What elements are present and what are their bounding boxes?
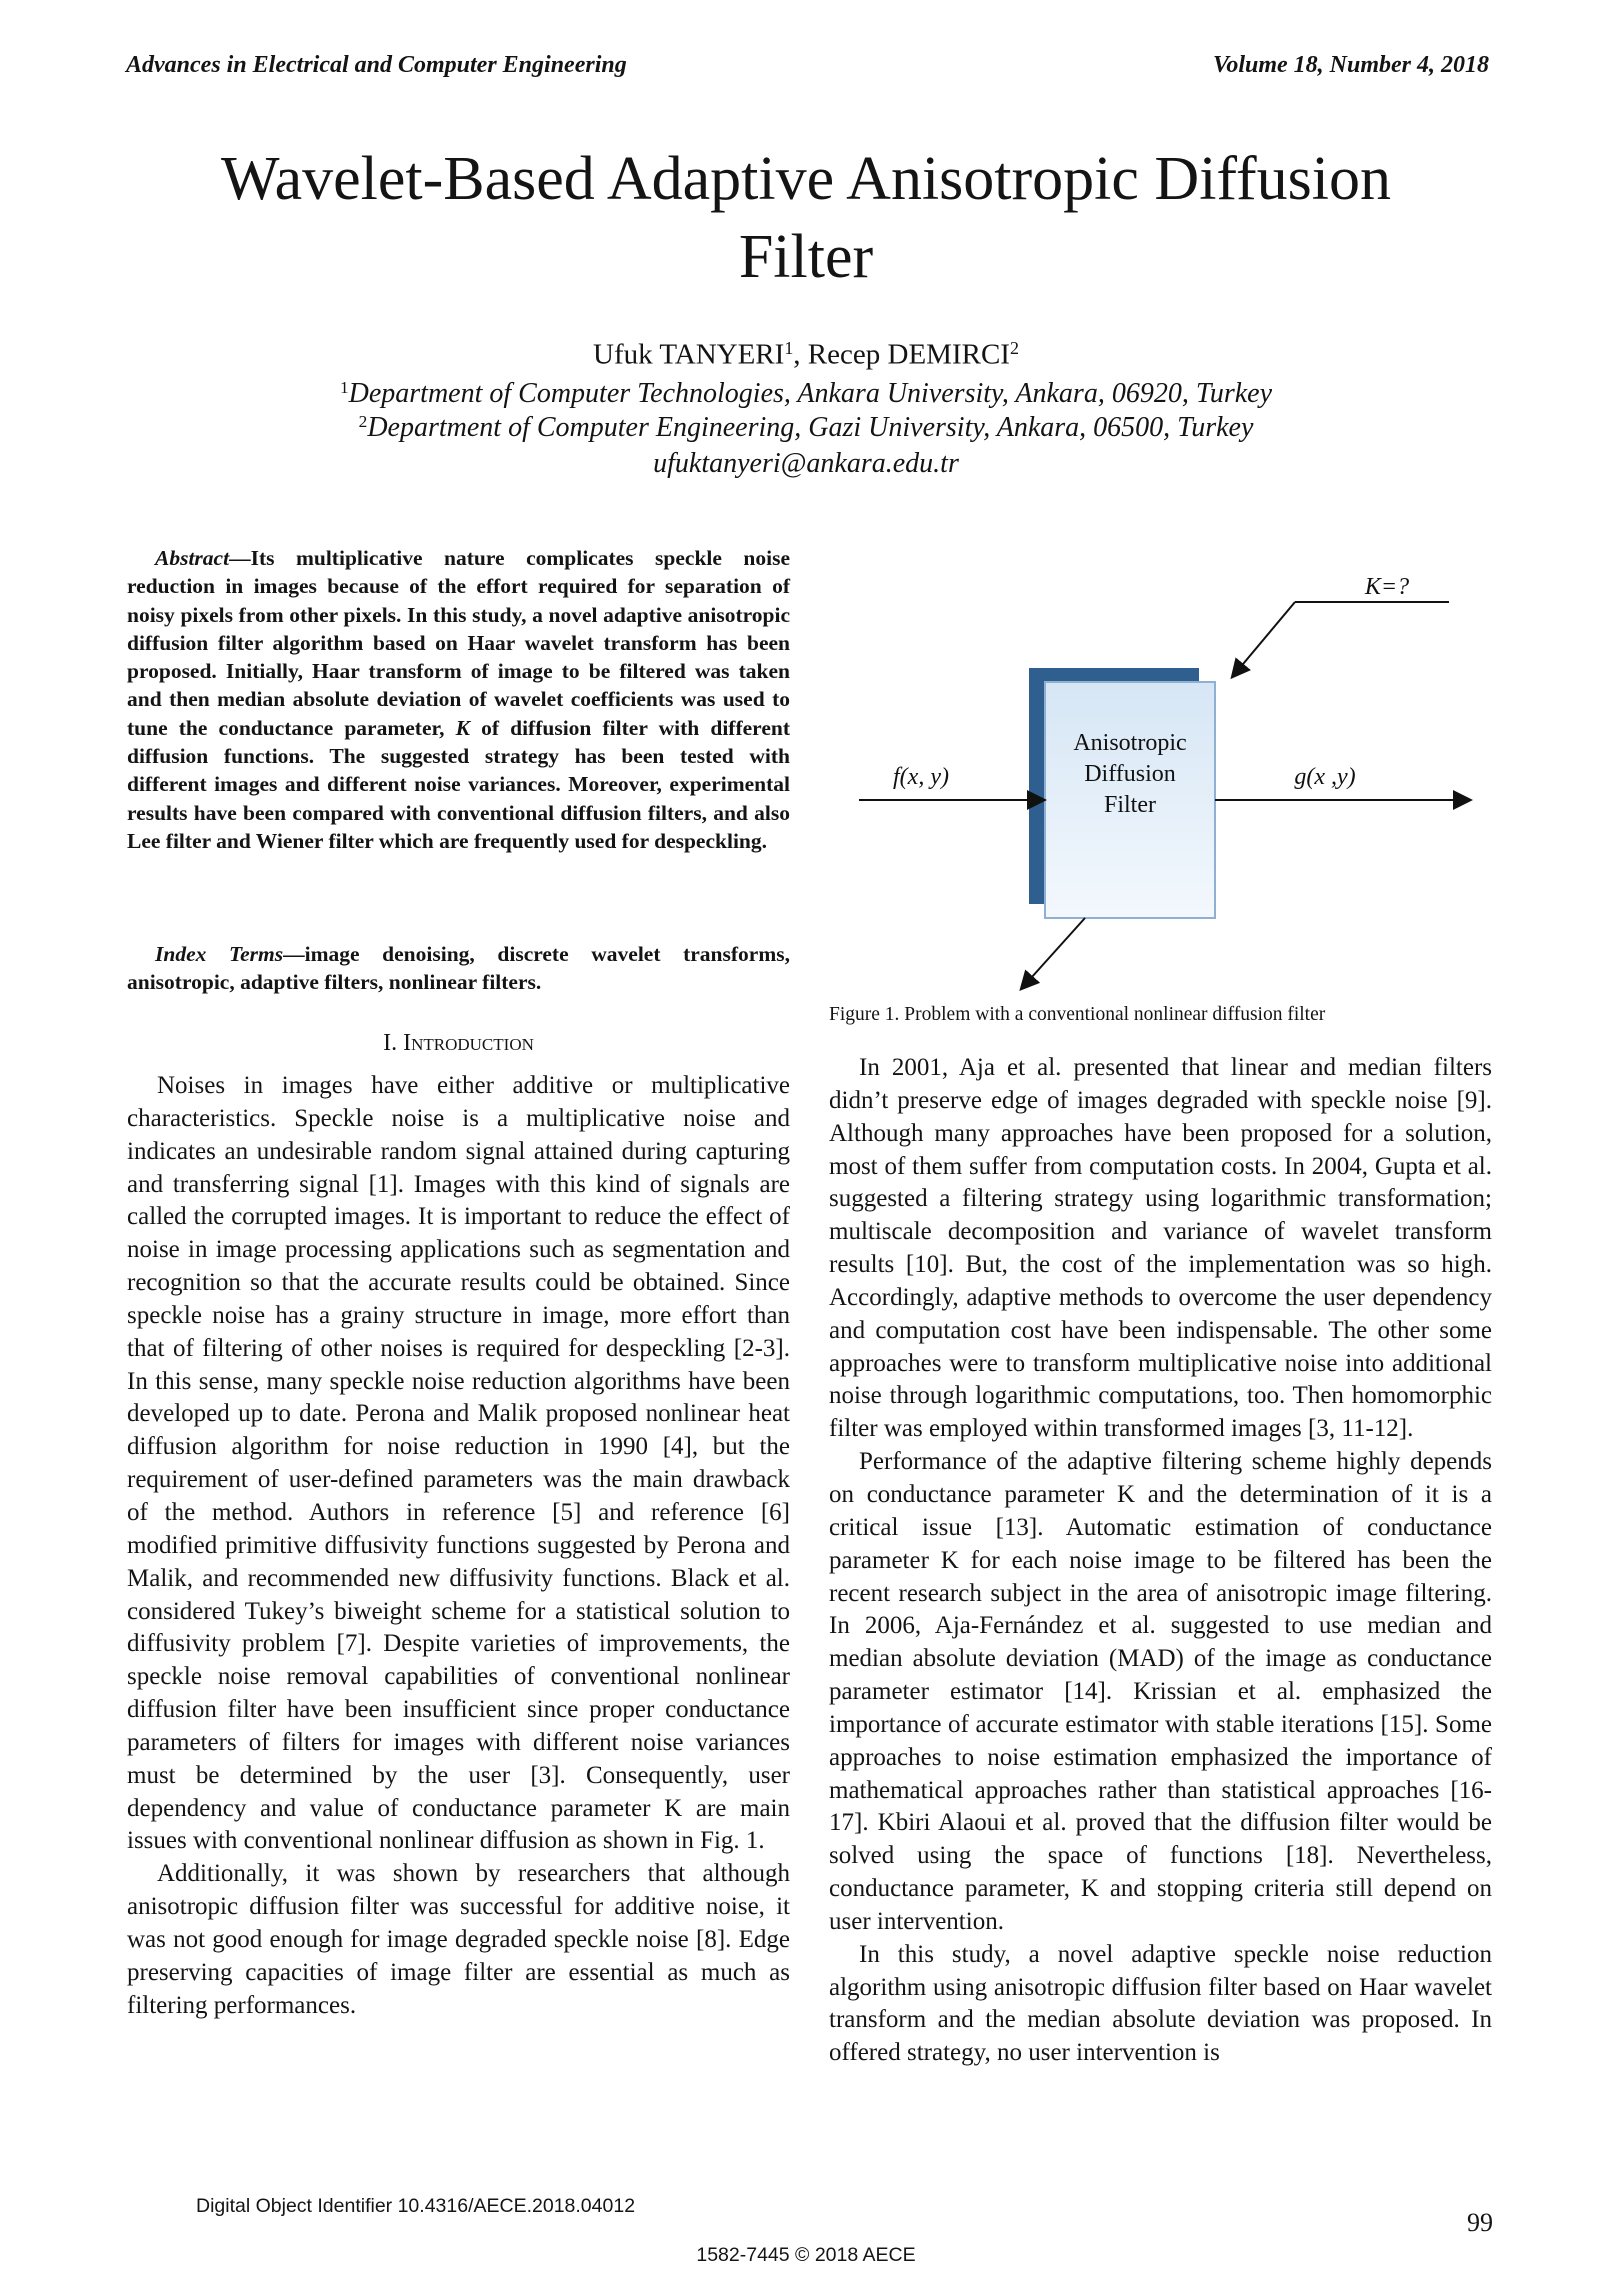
figure-diagram bbox=[829, 560, 1489, 1000]
volume-info: Volume 18, Number 4, 2018 bbox=[1212, 52, 1489, 78]
paragraph: In 2001, Aja et al. presented that linear and median filters didn’t preserve edge of images degraded with speckle noise [9]. Although many approaches have been proposed for a solution, most of them suffer from computation costs. In 2004, Gupta et al. suggested a filtering strategy using logarithmic transformation; multiscale decomposition and variance of wavelet transform results [10]. But, the cost of the implementation was so high. Accordingly, adaptive methods to overcome the user dependency and computation cost have been indispensable. The other some approaches were to transform multiplicative noise into additional noise through logarithmic computations, too. Then homomorphic filter was employed within transformed images [3, 11-12]. bbox=[829, 1054, 1492, 1443]
output-signal-label: g(x ,y) bbox=[1294, 764, 1356, 790]
right-column bbox=[829, 1052, 1492, 2070]
abstract-text: Its multiplicative nature complicates speckle noise reduction in images because of the effort required for separation of noisy pixels from other pixels. In this study, a novel adaptive anisotropic diffusion filter algorithm based on Haar wavelet transform has been proposed. Initially, Haar transform of image to be filtered was taken and then median absolute deviation of wavelet coefficients was used to tune the conductance parameter, bbox=[127, 546, 790, 740]
author-superscript: 1 bbox=[784, 338, 794, 358]
abstract-dash: — bbox=[229, 546, 251, 570]
paragraph: Performance of the adaptive filtering scheme highly depends on conductance parameter K and the determination of it is a critical issue [13]. Automatic estimation of conductance parameter K for each noise image to be filtered has been the recent research subject in the area of anisotropic image filtering. In 2006, Aja-Fernández et al. suggested to use median and median absolute deviation (MAD) of the image as conductance parameter estimator [14]. Krissian et al. emphasized the importance of accurate estimator with stable iterations [15]. Some approaches to noise estimation emphasized the importance of mathematical approaches rather than statistical approaches [16-17]. Kbiri Alaoui et al. proved that the diffusion filter would be solved using the space of functions [18]. Nevertheless, conductance parameter, K and stopping criteria still depend on user intervention. bbox=[829, 1448, 1492, 1935]
journal-name: Advances in Electrical and Computer Engineering bbox=[126, 52, 627, 78]
section-title: Introduction bbox=[403, 1030, 534, 1056]
author-email[interactable]: ufuktanyeri@ankara.edu.tr bbox=[653, 448, 959, 479]
left-column bbox=[127, 1070, 790, 2022]
page-number: 99 bbox=[1467, 2208, 1493, 2237]
section-number: I. bbox=[383, 1030, 398, 1056]
author-name: Ufuk TANYERI bbox=[593, 338, 785, 371]
abstract-text-continued: of diffusion filter with different diffusion functions. The suggested strategy has been tested with different images and different noise variances. Moreover, experimental results have been compared with conventional diffusion filters, and also Lee filter and Wiener filter which are frequently used for despeckling. bbox=[127, 715, 790, 853]
abstract-label: Abstract bbox=[155, 546, 230, 570]
author-name: Recep DEMIRCI bbox=[807, 338, 1010, 371]
input-signal-label: f(x, y) bbox=[893, 764, 949, 790]
abstract bbox=[127, 544, 790, 855]
author-separator: , bbox=[793, 338, 808, 371]
paragraph: Additionally, it was shown by researchers that although anisotropic diffusion filter was successful for additive noise, it was not good enough for image degraded speckle noise [8]. Edge preserving capacities of image filter are essential as much as filtering performances. bbox=[127, 1860, 790, 2019]
section-heading bbox=[127, 1030, 790, 1057]
diffusion-arrow bbox=[1022, 918, 1085, 988]
affiliation-superscript: 1 bbox=[339, 378, 349, 397]
filter-block-label: Diffusion bbox=[1084, 761, 1176, 787]
k-parameter-arrow bbox=[1233, 602, 1295, 676]
authors-line bbox=[0, 338, 1612, 371]
affiliation bbox=[0, 378, 1612, 410]
affiliation-superscript: 2 bbox=[358, 412, 368, 431]
k-parameter-label: K=? bbox=[1364, 574, 1410, 600]
paragraph: Noises in images have either additive or multiplicative characteristics. Speckle noise is a multiplicative noise and indicates an undesirable random signal attained during capturing and transferring signal [1]. Images with this kind of signals are called the corrupted images. It is important to reduce the effect of noise in image processing applications such as segmentation and recognition so that the accurate results could be obtained. Since speckle noise has a grainy structure in image, more effort than that of filtering of other noises is required for despeckling [2-3]. In this sense, many speckle noise reduction algorithms have been developed up to date. Perona and Malik proposed nonlinear heat diffusion algorithm for noise reduction in 1990 [4], but the requirement of user-defined parameters was the main drawback of the method. Authors in reference [5] and reference [6] modified primitive diffusivity functions suggested by Perona and Malik, and recommended new diffusivity functions. Black et al. considered Tukey’s biweight scheme for a statistical solution to diffusivity problem [7]. Despite varieties of improvements, the speckle noise removal capabilities of conventional nonlinear diffusion filter have been insufficient since proper conductance parameters of filters for images with different noise variances must be determined by the user [3]. Consequently, user dependency and value of conductance parameter K are main issues with conventional nonlinear diffusion as shown in Fig. 1. bbox=[127, 1072, 790, 1855]
index-terms-text: image denoising, discrete wavelet transforms, anisotropic, adaptive filters, nonlinear filters. bbox=[127, 942, 790, 995]
filter-block-label: Anisotropic bbox=[1073, 730, 1187, 756]
filter-block-label: Filter bbox=[1104, 792, 1156, 818]
author-superscript: 2 bbox=[1009, 338, 1019, 358]
k-symbol: K bbox=[455, 715, 470, 740]
index-terms bbox=[127, 940, 790, 997]
index-terms-dash: — bbox=[283, 942, 305, 966]
copyright-line: 1582-7445 © 2018 AECE bbox=[696, 2244, 916, 2266]
index-terms-label: Index Terms bbox=[155, 942, 284, 966]
doi-line[interactable]: Digital Object Identifier 10.4316/AECE.2018.04012 bbox=[196, 2195, 636, 2217]
figure-caption: Figure 1. Problem with a conventional nonlinear diffusion filter bbox=[829, 1004, 1326, 1025]
affiliation bbox=[0, 412, 1612, 444]
affiliation-text: Department of Computer Engineering, Gazi University, Ankara, 06500, Turkey bbox=[367, 412, 1254, 443]
affiliation-text: Department of Computer Technologies, Ankara University, Ankara, 06920, Turkey bbox=[348, 378, 1273, 409]
paragraph: In this study, a novel adaptive speckle noise reduction algorithm using anisotropic diffusion filter based on Haar wavelet transform and the median absolute deviation was proposed. In offered strategy, no user intervention is bbox=[829, 1940, 1492, 2067]
paper-title: Wavelet-Based Adaptive Anisotropic Diffusion Filter bbox=[221, 145, 1391, 291]
